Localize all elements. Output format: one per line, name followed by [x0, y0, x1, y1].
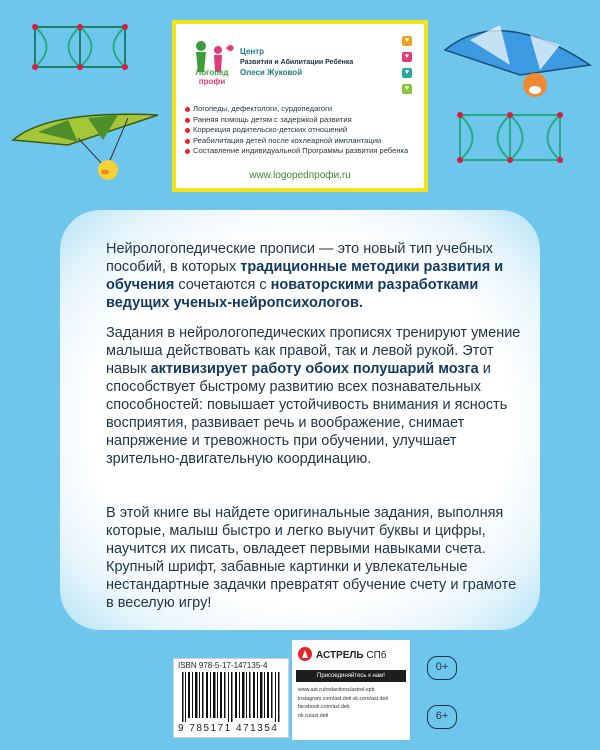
heart-icon: ♥ [402, 36, 412, 46]
publisher-link[interactable]: facebook.com/ast.deti [298, 704, 350, 710]
hang-glider-fox-illustration [440, 10, 600, 190]
pattern-decoration-top-left [30, 22, 140, 72]
publisher-link[interactable]: ok.ru/ast.deti [298, 712, 329, 719]
description-paragraph-2 [106, 324, 526, 468]
p2-text: Задания в нейрологопедических прописях тренируют умение малыша действовать как правой, так и левой рукой. Этот навык [106, 325, 521, 377]
p1-text: Нейрологопедические прописи — это новый тип учебных пособий, в которых [106, 241, 493, 275]
publisher-link[interactable]: instagram.com/ast.deti vk.com/ast.deti [298, 695, 389, 702]
services-list [184, 104, 424, 157]
publisher-box [292, 640, 410, 740]
service-item: Ранняя помощь детям с задержкой развития [184, 115, 424, 126]
description-paragraph-3: В этой книге вы найдете оригинальные задания, выполняя которые, малыш быстро и легко выучит буквы и цифры, научится их писать, овладеет первыми навыками счета. Крупный шрифт, забавные картинки и увлекательные нестандартные задачки превратят обучение счету и грамоте в веселую игру! [106, 505, 517, 611]
description-paragraph-1 [106, 240, 526, 312]
center-title [240, 47, 353, 78]
center-info-card [172, 20, 428, 192]
p1-highlight: новаторскими разработками ведущих ученых-нейропсихологов. [106, 277, 479, 311]
publisher-link[interactable]: www.ast.ru/redactions/astrel-spb [298, 687, 375, 693]
p1-text: сочетаются с [174, 277, 271, 293]
publisher-name-bold: АСТРЕЛЬ [316, 650, 364, 661]
heart-icons [402, 36, 414, 100]
website-link[interactable]: www.logopedпрофи.ru [249, 170, 351, 181]
logo-line-1: Логопед [195, 68, 229, 77]
center-line-3: Олеси Жуковой [240, 68, 303, 77]
hang-glider-duck-illustration [8, 100, 168, 190]
logo-text [184, 68, 240, 86]
barcode-box [173, 658, 289, 738]
service-item: Реабилитация детей после кохлеарной имплантации [184, 136, 424, 147]
astrel-logo-icon [298, 647, 312, 661]
p1-highlight: традиционные методики развития и обучения [106, 259, 504, 293]
publisher-name-rest: СПб [363, 650, 387, 661]
heart-icon: ♥ [402, 52, 412, 62]
service-item: Логопеды, дефектологи, сурдопедагоги [184, 104, 424, 115]
p2-text: и способствует быстрому развитию всех познавательных способностей: повышает устойчивость внимания и ясность восприятия, развивает речь и воображение, снимает напряжение и тревожность при обучении, улучшает зрительно-двигательную координацию. [106, 361, 508, 467]
publisher-links [298, 686, 388, 720]
p2-highlight: активизирует работу обоих полушарий мозга [150, 361, 479, 377]
center-line-2: Развития и Абилитации Ребёнка [240, 59, 354, 66]
barcode-digits: 9 785171 471354 [178, 723, 279, 734]
join-banner: Присоединяйтесь к нам! [296, 670, 406, 682]
heart-icon: ♥ [402, 68, 412, 78]
isbn-number: ISBN 978-5-17-147135-4 [178, 661, 268, 670]
speech-therapy-logo-icon [186, 38, 236, 96]
publisher-name [316, 650, 387, 661]
logo-line-2: профи [198, 77, 226, 86]
center-line-1: Центр [240, 47, 265, 56]
service-item: Коррекция родительско-детских отношений [184, 125, 424, 136]
heart-icon: ♥ [402, 84, 412, 94]
service-item: Составление индивидуальной Программы развития ребенка [184, 146, 424, 157]
barcode-icon [180, 672, 284, 722]
age-rating-badge: 0+ [427, 656, 457, 680]
age-rating-badge: 6+ [427, 705, 457, 729]
